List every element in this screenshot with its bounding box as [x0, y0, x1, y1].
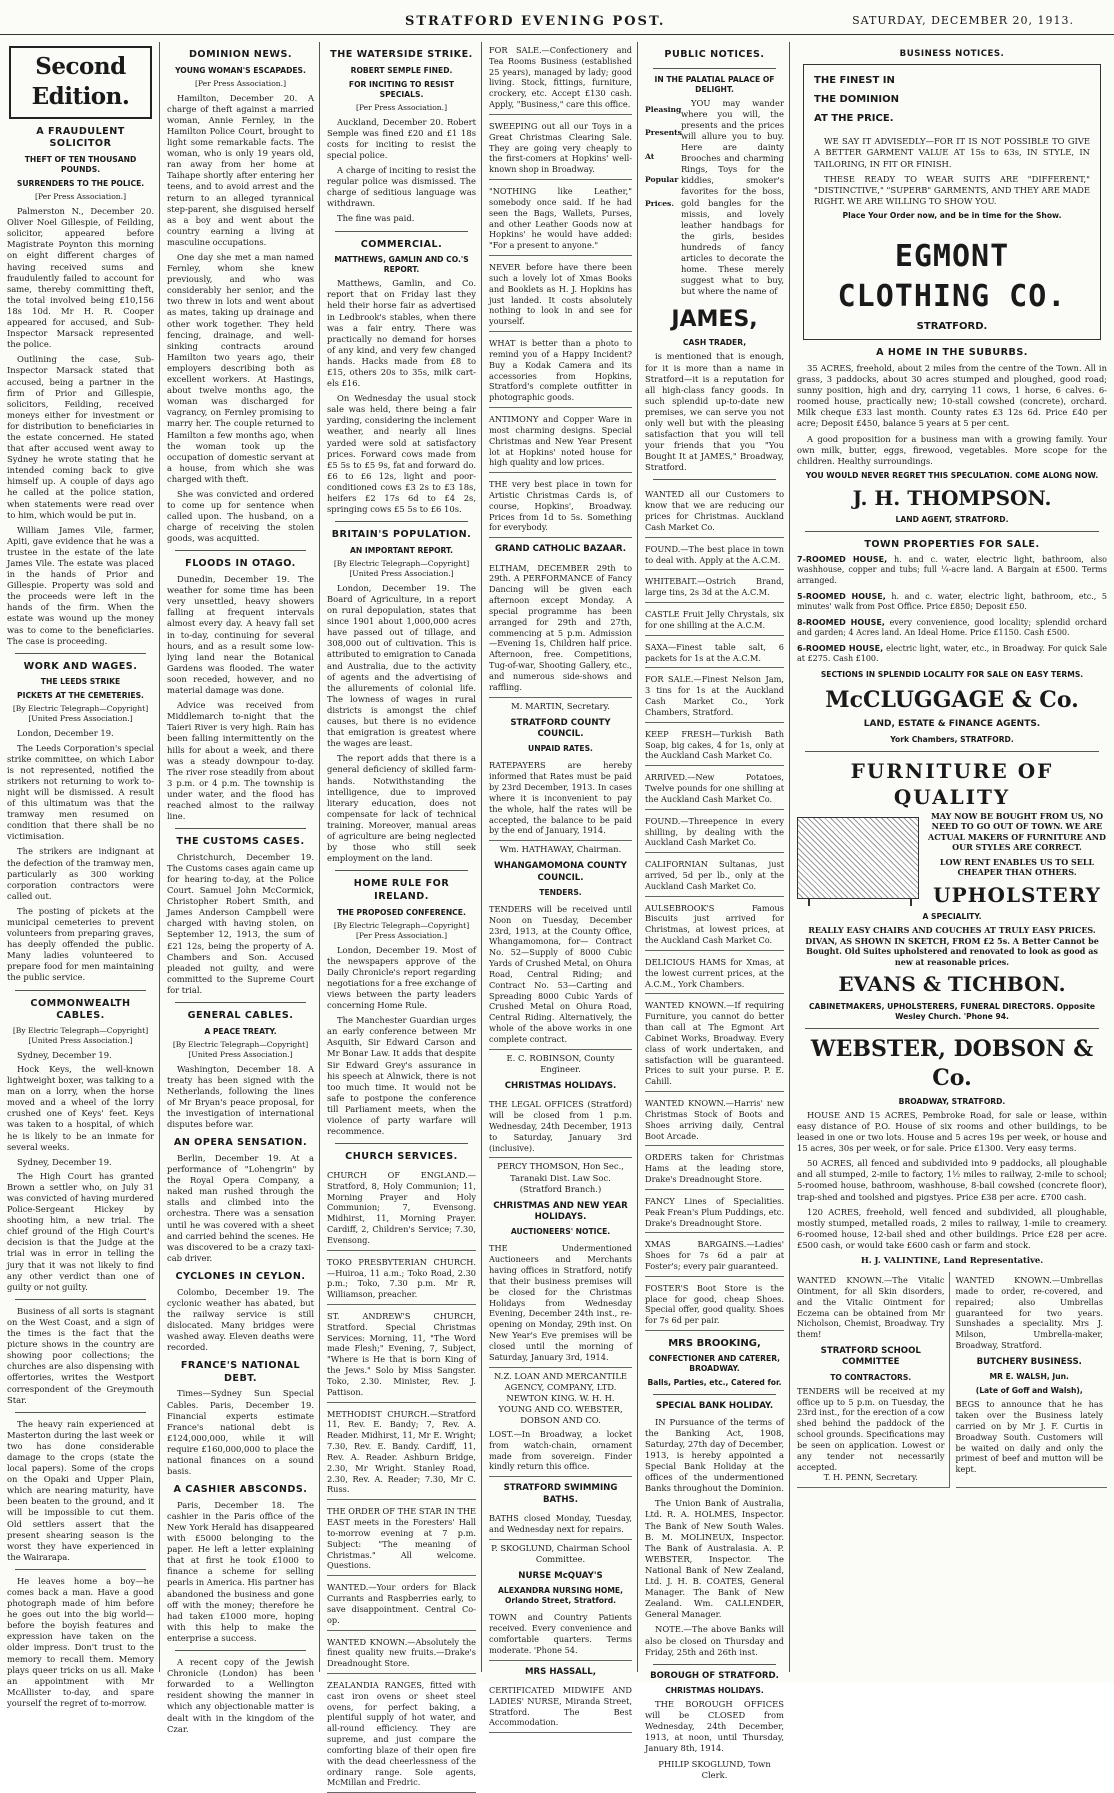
furniture-copy	[927, 811, 1107, 909]
article-paragraph: The report adds that there is a general deficiency of skilled farm-hands. Notwithstanding the intelligence, due to improved literary education, does not compensate for lack of technical training. Moreover, manual areas of agriculture are being neglected by those who still seek employment on the land.	[327, 753, 476, 864]
divider	[175, 828, 306, 829]
ad-copy: YOU may wander where you will, the presents and the prices will allure you to buy. Here are dainty Brooches and charming Rings, Toys for the kiddies, smoker's favorites for the boss, gold bangles for the missis, and lovely leather handbags for the girls, besides hundreds of fancy articles to decorate the home. These merely suggest what to buy, but where the name of	[681, 97, 784, 297]
ad-copy: BEGS to announce that he has taken over the Business lately carried on by Mr J. F. Curtis in Broadway South. Customers will be waited on daily and only the primest of beef and mutton will be kept.	[955, 1399, 1103, 1475]
headline: DOMINION NEWS.	[188, 49, 293, 60]
divider	[335, 1143, 468, 1144]
subheadline: THE LEEDS STRIKE	[40, 677, 121, 687]
divider	[805, 531, 1099, 532]
classified-ad: THE very best place in town for Artistic Christmas Cards is, of course, Hopkins', Broadway. Prices from 1d to 5s. Something for everybody.	[489, 476, 632, 538]
ad-copy: THESE READY TO WEAR SUITS ARE "DIFFERENT," "DISTINCTIVE," "SUPERB" GARMENTS, AND THEY ARE MADE RIGHT. WE ARE WILLING TO SHOW YOU.	[814, 173, 1090, 206]
signature: M. MARTIN, Secretary.	[511, 700, 610, 711]
listing-paragraph: 50 ACRES, all fenced and subdivided into 9 paddocks, all ploughable and all stumped, 2-mile to factory, 1½ miles to railway, 2-mile to school; 5-roomed house, bathroom, washhouse, 8-bail cowshed (concrete floor), trap-shed and toolshed and pigstyes. Price £38 per acre. £700 cash.	[797, 1158, 1107, 1202]
article-paragraph: Palmerston N., December 20. Oliver Noel Gillespie, of Feilding, solicitor, appeared before Magistrate Poynton this morning on eight different charges of having received sums and fraudulently failed to account for same, thereby committing theft, the total involved being £10,156 18s 10d. Mr H. R. Cooper appeared for accused, and Sub-Inspector Marsack represented the police.	[7, 206, 154, 350]
article-paragraph: The posting of pickets at the municipal cemeteries to prevent volunteers from preparing graves, has deeply offended the public. Many ladies volunteered to prepare food for men maintaining the public service.	[7, 905, 154, 983]
headline: COMMONWEALTH CABLES.	[30, 997, 131, 1022]
notice-heading: WHANGAMOMONA COUNTY COUNCIL.	[494, 861, 627, 883]
headline: A HOME IN THE SUBURBS.	[876, 347, 1028, 359]
divider	[653, 68, 776, 69]
notice-paragraph: NOTE.—The above Banks will also be closed on Thursday and Friday, 25th and 26th inst.	[645, 1624, 784, 1657]
article-paragraph: Matthews, Gamlin, and Co. report that on Friday last they held their horse fair as advertised in Ledbrook's stables, when there was a fair entry. There was practically no demand for horses of any kind, and very few changed hands. Hacks made from £8 to £15, others 20s to 35s, milk cart-els £16.	[327, 278, 476, 389]
article-paragraph: The strikers are indignant at the defection of the tramway men, particularly as 300 working corporation contractors were called out.	[7, 846, 154, 901]
headline: CYCLONES IN CEYLON.	[175, 1270, 306, 1282]
listing-lead: 8-ROOMED HOUSE,	[797, 617, 885, 627]
column-2	[162, 42, 320, 1734]
headline: A FRAUDULENT SOLICITOR	[36, 125, 125, 150]
ad-lead-lines	[814, 71, 1090, 128]
article-paragraph: Hamilton, December 20. A charge of theft against a married woman, Annie Fernley, in the Hamilton Police Court, brought to light some remarkable facts. The woman, who is only 19 years old, ran away from her home at Taihape shortly after entering her teens, and to avoid arrest and the return to an alleged tyrannical step-parent, she disguised herself as a boy and went about the country earning a living at masculine occupations.	[167, 92, 314, 247]
webster-dobson-name: WEBSTER, DOBSON & Co.	[810, 1035, 1094, 1091]
article-paragraph: Advice was received from Middlemarch to-night that the Taieri River is very high. Rain has been falling intermittently on the hills for about a week, and there was a steady downpour to-day. The river rose steadily from about 3 p.m. or 4 p.m. The township is under water, and the flood has reached almost to the railway line.	[167, 700, 314, 822]
subheadline: ALEXANDRA NURSING HOME, Orlando Street, Stratford.	[498, 1586, 623, 1606]
notice-heading: STRATFORD SCHOOL COMMITTEE	[820, 1346, 921, 1368]
ad-copy: LOW RENT ENABLES US TO SELL CHEAPER THAN OTHERS.	[939, 856, 1095, 878]
ad-call-to-action: Place Your Order now, and be in time for the Show.	[842, 210, 1062, 220]
classified-ad: FOR SALE.—Finest Nelson Jam, 3 tins for 1s at the Auckland Cash Market Co., York Chambers, Stratford.	[645, 671, 784, 722]
ad-copy: is mentioned that is enough, for it is more than a name in Stratford—it is a reputation for all high-class fancy goods. In such splendid up-to-date new premises, we can serve you not only well but with the pleasing satisfaction that you will tell your friends that you "You Bought It at JAMES," Broadway, Stratford.	[645, 351, 784, 473]
signature: P. SKOGLUND, Chairman School Committee.	[491, 1542, 630, 1564]
brand-town: STRATFORD.	[916, 321, 988, 333]
subheadline: SURRENDERS TO THE POLICE.	[16, 179, 145, 189]
column-5	[640, 42, 790, 1780]
subheadline: IN THE PALATIAL PALACE OF DELIGHT.	[654, 74, 775, 94]
listing-paragraph: 120 ACRES, freehold, well fenced and subdivided, all ploughable, mostly stumped, metalled roads, 2 miles to railway, 1-mile to creamery. 6-roomed house, 12-bail shed and other buildings. Price £28 per acre. £500 cash, or would take £600 cash or farm and stock.	[797, 1206, 1107, 1250]
classified-ad: "NOTHING like Leather," somebody once said. If he had seen the Bags, Wallets, Purses, and other Leather Goods now at Hopkins' he would have added: "For a present to anyone."	[489, 183, 632, 256]
divan-sketch-icon	[797, 817, 919, 899]
notice-paragraph: THE BOROUGH OFFICES will be CLOSED from Wednesday, 24th December, 1913, at noon, until Thursday, January 8th, 1914.	[645, 1699, 784, 1754]
listing-text: electric light, water, etc., in Broadway. For quick Sale at £275. Cash £100.	[797, 643, 1108, 664]
classified-ad: NEVER before have there been such a lovely lot of Xmas Books and Booklets as H. J. Hopkins has just landed. It costs absolutely nothing to look in and see for yourself.	[489, 259, 632, 332]
headline: FRANCE'S NATIONAL DEBT.	[180, 1360, 301, 1384]
property-listing	[797, 618, 1107, 639]
james-ad	[645, 98, 784, 302]
classified-ad: CALIFORNIAN Sultanas, just arrived, 5d per lb., only at the Auckland Cash Market Co.	[645, 856, 784, 896]
article-paragraph: A recent copy of the Jewish Chronicle (London) has been forwarded to a Wellington resident showing the manner in which any objectionable matter is dealt with in the kingdom of the Czar.	[167, 1657, 314, 1734]
subheadline: YOUNG WOMAN'S ESCAPADES.	[175, 65, 306, 75]
classified-ad: WHITEBAIT.—Ostrich Brand, large tins, 2s 3d at the A.C.M.	[645, 573, 784, 603]
subheadline: TENDERS.	[539, 887, 582, 897]
notice-paragraph: The Union Bank of Australia, Ltd. R. A. HOLMES, Inspector. The Bank of New South Wales. B. M. MOLINEUX, Inspector. The Bank of Australasia. A. P. WEBSTER, Inspector. The National Bank of New Zealand, Ltd. J. H. B. COATES, General Manager. The Bank of New Zealand. Wm. CALLENDER, General Manager.	[645, 1498, 784, 1620]
notice-heading: CHRISTMAS HOLIDAYS.	[504, 1080, 617, 1091]
divider	[175, 550, 306, 551]
article-paragraph: Business of all sorts is stagnant on the West Coast, and a sign of the times is the fact that the picture shows in the country are showing poor collections; the churches are also dispensing with offertories, writes the Westport correspondent of the Greymouth Star.	[7, 1305, 154, 1405]
divider	[15, 1299, 146, 1300]
classified-ad: ANTIMONY and Copper Ware in most charming designs. Special Christmas and New Year Present lot at Hopkins' noted house for high quality and low prices.	[489, 411, 632, 473]
classified-ad: WANTED KNOWN.—Absolutely the finest quality new fruits.—Drake's Dreadnought Store.	[327, 1634, 476, 1674]
listing-paragraph: HOUSE AND 15 ACRES, Pembroke Road, for sale or lease, within easy distance of P.O. House of six rooms and other buildings, to be leased in one or two lots. House and 5 acres 19s per week, or house and 15 acres, 30s per week, or for sale. Price £1300. Very easy terms.	[797, 1109, 1107, 1154]
headline: A CASHIER ABSCONDS.	[173, 1484, 308, 1496]
article-paragraph: Outlining the case, Sub-Inspector Marsack stated that accused, being a partner in the firm of Prior and Gillespie, solicitors, Feilding, received moneys either for investment or for distribution to beneficiaries in the estate concerned. He stated that after accused went away to Sydney he wrote stating that he intended coming back to give himself up. A couple of days ago he called at the police station, when statements were read over to him, which would be put in.	[7, 354, 154, 520]
issue-date: SATURDAY, DECEMBER 20, 1913.	[852, 14, 1074, 27]
notice-heading: GRAND CATHOLIC BAZAAR.	[494, 544, 627, 555]
subheadline: FOR INCITING TO RESIST SPECIALS.	[348, 79, 455, 99]
masthead	[0, 14, 1114, 35]
article-paragraph: Paris, December 18. The cashier in the Paris office of the New York Herald has disappeared with £5000 belonging to the paper. He left a letter explaining that at first he took £1000 to finance a scheme for selling pearls in America. His partner has abandoned the business and gone off with the money; therefore he had taken £1000 more, hoping with this help to make the enterprise a success.	[167, 1499, 314, 1643]
notice-heading: STRATFORD COUNTY COUNCIL.	[510, 717, 611, 740]
ad-copy: WE SAY IT ADVISEDLY—FOR IT IS NOT POSSIBLE TO GIVE A BETTER GARMENT VALUE AT 15s to 63s, IN STYLE, IN TAILORING, IN FIT OR FINISH.	[814, 136, 1090, 169]
notice-heading: BOROUGH OF STRATFORD.	[650, 1670, 779, 1681]
divider	[15, 1412, 146, 1413]
property-listing	[797, 592, 1107, 613]
classified-ad: SAXA—Finest table salt, 6 packets for 1s at the A.C.M.	[645, 639, 784, 669]
article-paragraph: The High Court has granted Brown a settler who, on July 31 was convicted of having murdered Police-Sergeant Hickey by shooting him, a new trial. The chief ground of the High Court's decision is that the Judge at the trial was in error in telling the jury that it was not likely to find any other verdict than one of guilty or not guilty.	[7, 1170, 154, 1292]
subheadline: AUCTIONEERS' NOTICE.	[510, 1227, 611, 1237]
firm-name: McCLUGGAGE & Co.	[825, 686, 1079, 713]
article-paragraph: Times—Sydney Sun Special Cables. Paris, December 19. Financial experts estimate France's national debt is £124,000,000, while it will require £160,000,000 to place the national finances on a sound basis.	[167, 1388, 314, 1477]
article-paragraph: Washington, December 18. A treaty has been signed with the Netherlands, following the lines of Mr Bryan's peace proposal, for the investigation of international disputes before war.	[167, 1063, 314, 1130]
divider	[335, 870, 468, 871]
classified-ad: KEEP FRESH—Turkish Bath Soap, big cakes, 4 for 1s, only at the Auckland Cash Market Co.	[645, 726, 784, 766]
classified-ad: FOUND.—Threepence in every shilling, by dealing with the Auckland Cash Market Co.	[645, 813, 784, 853]
church-notice: TOKO PRESBYTERIAN CHURCH.—Huiroa, 11 a.m.; Toko Road, 2.30 p.m.; Toko, 7.30 p.m. Mr R. Williamson, preacher.	[327, 1254, 476, 1305]
edition-banner: Second Edition.	[9, 46, 152, 119]
firm-address: York Chambers, STRATFORD.	[890, 734, 1014, 744]
listing-lead: 6-ROOMED HOUSE,	[797, 643, 884, 653]
agent-name: J. H. THOMPSON.	[852, 485, 1052, 510]
signature: T. H. PENN, Secretary.	[823, 1472, 918, 1483]
headline: HOME RULE FOR IRELAND.	[353, 878, 450, 902]
subheadline: PICKETS AT THE CEMETERIES.	[17, 691, 144, 701]
notice-heading: CHRISTMAS AND NEW YEAR HOLIDAYS.	[493, 1200, 628, 1223]
classified-ad: SWEEPING out all our Toys in a Great Christmas Clearing Sale. They are going very cheaply to the first-comers at Hopkins' well-known shop in Broadway.	[489, 118, 632, 180]
subheadline: MR E. WALSH, Jun.	[989, 1372, 1069, 1382]
divider	[335, 521, 468, 522]
classified-ad: XMAS BARGAINS.—Ladies' Shoes for 7s 6d a pair at Foster's; every pair guaranteed.	[645, 1236, 784, 1276]
article-paragraph: Berlin, December 19. At a performance of "Lohengrin" by the Royal Opera Company, a naked man rushed through the stalls and climbed into the orchestra. There was a sensation until he was covered with a sheet and carried behind the scenes. He was discovered to be a crazy taxi-cab driver.	[167, 1152, 314, 1263]
notice-heading: MRS HASSALL,	[524, 1666, 597, 1677]
article-paragraph: He leaves home a boy—he comes back a man. Have a good photograph made of him before he goes out into the big world—before the boyish features and expression have taken on the older impress. Don't trust to the memory to recall them. Memory plays queer tricks on us all. Make an appointment with Mr McAllister to-day, and spare yourself the regret of to-morrow.	[7, 1575, 154, 1708]
classified-ad: ELTHAM, DECEMBER 29th to 29th. A PERFORMANCE of Fancy Dancing will be given each afternoon except Monday. A special programme has been arranged for 29th and 27th, commencing at 5 p.m. Admission—Evening 1s, Children half price. Afternoon, free. Competitions, Tug-of-war, Shooting Gallery, etc., and numerous side-shows and raffling.	[489, 560, 632, 698]
headline: BUSINESS NOTICES.	[899, 49, 1005, 59]
article-paragraph: Dunedin, December 19. The weather for some time has been very unsettled, heavy showers falling at frequent intervals almost every day. A heavy fall set in to-day, continuing for several hours, and as a result some low-lying land near the Botanical Gardens was flooded. The water soon receded, however, and no material damage was done.	[167, 574, 314, 696]
firm-title: LAND, ESTATE & FINANCE AGENTS.	[863, 718, 1041, 729]
press-credit: [By Electric Telegraph—Copyright] [United Press Association.]	[333, 558, 470, 578]
press-credit: [Per Press Association.]	[194, 78, 287, 88]
subheadline: (Late of Goff and Walsh),	[975, 1386, 1083, 1396]
subheadline: THE PROPOSED CONFERENCE.	[337, 907, 466, 917]
classified-ad: WHAT is better than a photo to remind you of a Happy Incident? Buy a Kodak Camera and its accessories from Hopkins, Stratford's complete outfitter in photographic goods.	[489, 335, 632, 408]
column-1	[2, 42, 160, 1708]
subheadline: CONFECTIONER AND CATERER, BROADWAY.	[648, 1354, 781, 1374]
ad-line: THE DOMINION	[814, 94, 899, 106]
subheadline: THEFT OF TEN THOUSAND POUNDS.	[24, 155, 137, 175]
press-credit: [By Electric Telegraph—Copyright] [Per Press Association.]	[333, 920, 470, 940]
signature: Wm. HATHAWAY, Chairman.	[499, 844, 622, 855]
listing-lead: 7-ROOMED HOUSE,	[797, 554, 888, 564]
divider	[653, 1394, 776, 1395]
classified-ad: RATEPAYERS are hereby informed that Rates must be paid by 23rd December, 1913. In cases where it is inconvenient to pay the whole, half the rates will be accepted, the balance to be paid by the end of January, 1914.	[489, 757, 632, 841]
headline: CHURCH SERVICES.	[345, 1151, 458, 1163]
classified-ad: CERTIFICATED MIDWIFE AND LADIES' NURSE, Miranda Street, Stratford. The Best Accommodation.	[489, 1682, 632, 1733]
property-listing	[797, 644, 1107, 665]
notice-heading: MRS BROOKING,	[668, 1338, 761, 1350]
column-4	[484, 42, 638, 1728]
subheadline: A SPECIALITY.	[922, 912, 982, 922]
article-paragraph: London, December 19. The Board of Agriculture, in a report on rural depopulation, states that since 1901 about 1,000,000 acres have passed out of tillage, and 308,000 out of cultivation. This is attributed to emigration to Canada and Australia, due to the activity of agents and the advertising of the allurements of colonial life. The lowness of wages in rural districts is amongst the chief causes, but there is no evidence that emigration is greatest where the wages are least.	[327, 582, 476, 749]
james-name: JAMES,	[671, 307, 758, 333]
furniture-ad	[797, 811, 1107, 909]
notice-heading: SPECIAL BANK HOLIDAY.	[655, 1401, 774, 1412]
ad-copy: MAY NOW BE BOUGHT FROM US, NO NEED TO GO OUT OF TOWN. WE ARE ACTUAL MAKERS OF FURNITURE AND OUR STYLES ARE CORRECT.	[928, 810, 1106, 853]
brand-logo: EGMONT CLOTHING CO.	[837, 238, 1067, 314]
classified-ad: BATHS closed Monday, Tuesday, and Wednesday next for repairs.	[489, 1510, 632, 1540]
classified-ad: WANTED.—Your orders for Black Currants and Raspberries early, to save disappointment. Central Co-op.	[327, 1579, 476, 1630]
listing-lead: 5-ROOMED HOUSE,	[797, 591, 886, 601]
divider	[653, 1664, 776, 1665]
classified-ad: FOSTER'S Boot Store is the place for good, cheap Shoes. Special offer, good quality. Shoes for 7s 6d per pair.	[645, 1280, 784, 1331]
bottom-ads	[797, 1272, 1107, 1491]
church-notice: METHODIST CHURCH.—Stratford 11, Rev. E. Bandy; 7, Rev. A. Reader. Midhirst, 11, Mr E. Wright; 7.30, Rev. E. Bandy. Cardiff, 11, Rev. A. Reader. Ashburn Bridge, 2.30, Mr Wright. Stanley Road, 2.30, Rev. A. Reader; 7.30, Mr C. Russ.	[327, 1406, 476, 1501]
ad-line: AT THE PRICE.	[814, 113, 894, 125]
subheadline: CASH TRADER,	[682, 338, 747, 348]
subheadline: Balls, Parties, etc., Catered for.	[647, 1378, 782, 1388]
headline: WORK AND WAGES.	[23, 660, 138, 672]
classified-ad	[797, 1272, 950, 1488]
headline: THE CUSTOMS CASES.	[176, 836, 305, 848]
classified-ad: WANTED KNOWN.—Harris' new Christmas Stock of Boots and Shoes arriving daily, Central Boot Arcade.	[645, 1095, 784, 1146]
divider	[335, 231, 468, 232]
classified-ad: FOUND.—The best place in town to deal with. Apply at the A.C.M.	[645, 541, 784, 571]
signature: N.Z. LOAN AND MERCANTILE AGENCY, COMPANY, LTD. NEWTON KING. W. H. H. YOUNG AND CO. WEBSTER, DOBSON AND CO.	[493, 1370, 628, 1425]
headline: GENERAL CABLES.	[187, 1010, 294, 1022]
listing-paragraph: 35 ACRES, freehold, about 2 miles from the centre of the Town. All in grass, 3 paddocks, about 30 acres stumped and ploughed, good road; sunny position, high and dry, carrying 11 cows, 1 horse, 6 calves. 6-roomed house, practically new; 10-stall cowshed (concrete), orchard. Milk cheque £33 last month. County rates £3 12s 6d. Price £40 per acre; Deposit £450, balance 5 years at 5 per cent.	[797, 362, 1107, 429]
subheadline: AN IMPORTANT REPORT.	[350, 545, 453, 555]
side-label: At	[645, 151, 655, 161]
classified-ad: TENDERS will be received until Noon on Tuesday, December 23rd, 1913, at the County Office, Whangamomona, for— Contract No. 52—Supply of 8000 Cubic Yards of Crushed Metal, on Ohura Road, Central Riding; and Contract No. 53—Carting and Spreading 8000 Cubic Yards of Crushed Metal on Ohura Road, Central Riding. Alternatively, the whole of the above works in one complete contract.	[489, 901, 632, 1050]
listing-paragraph: A good proposition for a business man with a growing family. Your own milk, butter, eggs, firewood, vegetables. More scope for the children. Healthy surroundings.	[797, 433, 1107, 466]
article-paragraph: The heavy rain experienced at Masterton during the last week or two has done considerable damage to the crops (state the local papers). Some of the crops on the Opaki and Upper Plain, which are nearing maturity, have been beaten to the ground, and it will be impossible to cut them. Old settlers assert that the present shearing season is the worst they have experienced in the Wairarapa.	[7, 1418, 154, 1562]
dateline: London, December 19.	[17, 728, 114, 739]
classified-ad: LOST.—In Broadway, a locket from watch-chain, ornament made from sovereign. Finder kindly return this office.	[489, 1426, 632, 1477]
press-credit: [Per Press Association.]	[355, 102, 448, 112]
article-paragraph: Auckland, December 20. Robert Semple was fined £20 and £1 18s costs for inciting to resist the special police.	[327, 116, 476, 160]
ad-copy: WANTED KNOWN.—Umbrellas made to order, re-covered, and repaired; also Umbrellas guaranteed for two years. Sunshades a speciality. Mrs J. Milson, Umbrella-maker, Broadway, Stratford.	[955, 1275, 1103, 1351]
classified-ad: THE ORDER OF THE STAR IN THE EAST meets in the Foresters' Hall to-morrow evening at 7 p.m. Subject: "The meaning of Christmas." All welcome. Questions.	[327, 1503, 476, 1576]
divider	[15, 653, 146, 654]
dateline: Sydney, December 19.	[17, 1156, 112, 1167]
firm-address: BROADWAY, STRATFORD.	[898, 1096, 1006, 1106]
ad-copy: WANTED KNOWN.—The Vitalic Ointment, for all Skin disorders, and the Vitalic Ointment for Eczema can be obtained from Mr Nicholson, Chemist, Broadway. Try them!	[797, 1275, 945, 1340]
divider	[653, 479, 776, 480]
listing-text: every convenience, good locality; splendid orchard and garden; 4 Acres land. An Ideal Home. Price £1150. Cash £500.	[797, 617, 1107, 638]
article-paragraph: Hock Keys, the well-known lightweight boxer, was talking to a man on a lorry, when the horse moved and a wheel of the lorry crushed one of Keys' feet. Keys was taken to a hospital, of which he is likely to be an inmate for several weeks.	[7, 1063, 154, 1152]
side-label: Presents	[645, 128, 682, 138]
article-paragraph: One day she met a man named Fernley, whom she knew previously, and who was considerably her senior, and the two threw in lots and went about as mates, taking up drainage and other work together. They held fencing, drainage, and well-sinking contracts around Hamilton two years ago, their employers describing both as excellent workers. At Hastings, about twelve months ago, the woman was discharged for vagrancy, on Fernley promising to marry her. The couple returned to Hamilton a few months ago, when the woman took up the occupation of domestic servant at a house, from which she was charged with theft.	[167, 252, 314, 484]
classified-ad: WANTED KNOWN.—If requiring Furniture, you cannot do better than call at The Egmont Art Cabinet Works, Broadway. Every class of work undertaken, and satisfaction will be guaranteed. Prices to suit your purse. P. E. Cahill.	[645, 997, 784, 1092]
classified-ad: THE LEGAL OFFICES (Stratford) will be closed from 1 p.m. Wednesday, 24th December, 1913 to Saturday, January 3rd (inclusive).	[489, 1096, 632, 1158]
article-paragraph: The fine was paid.	[337, 213, 415, 224]
headline: COMMERCIAL.	[360, 238, 443, 250]
divider	[805, 1028, 1099, 1029]
notice-paragraph: IN Pursuance of the terms of the Banking Act, 1908, Saturday, 27th day of December, 1913, is hereby appointed a Special Bank Holiday at the offices of the undermentioned Banks throughout the Dominion.	[645, 1416, 784, 1494]
headline: FLOODS IN OTAGO.	[185, 558, 296, 570]
article-paragraph: William James Vile, farmer, Apiti, gave evidence that he was a trustee in the estate of the late James Vile. The estate was placed in the hands of Prior and Gillespie. Property was sold and the proceeds were left in the hands of the firm. When the estate was wound up the money was to come to the beneficiaries. The case is proceeding.	[7, 524, 154, 646]
subheadline: UNPAID RATES.	[528, 744, 593, 754]
classified-ad: ORDERS taken for Christmas Hams at the leading store, Drake's Dreadnought Store.	[645, 1149, 784, 1189]
headline: THE WATERSIDE STRIKE.	[330, 49, 473, 60]
firm-title: CABINETMAKERS, UPHOLSTERERS, FUNERAL DIRECTORS. Opposite Wesley Church. 'Phone 94.	[808, 1001, 1095, 1021]
listing-text: h. and c. water, electric light, bathroom, etc., 5 minutes' walk from Post Office. Price £850; Deposit £50.	[797, 591, 1107, 612]
article-paragraph: She was convicted and ordered to come up for sentence when called upon. The husband, on a charge of receiving the stolen goods, was acquitted.	[167, 488, 314, 544]
press-credit: [By Electric Telegraph—Copyright] [United Press Association.]	[12, 704, 149, 724]
press-credit: [By Electric Telegraph—Copyright] [United Press Association.]	[12, 1025, 149, 1045]
headline: BRITAIN'S POPULATION.	[331, 529, 472, 541]
classified-ad	[956, 1272, 1108, 1488]
article-paragraph: A charge of inciting to resist the regular police was dismissed. The charge of seditious language was withdrawn.	[327, 165, 476, 209]
property-listing	[797, 555, 1107, 587]
classified-ad: WANTED all our Customers to know that we are reducing our prices for Christmas. Auckland Cash Market Co.	[645, 486, 784, 537]
listing-text: h. and c. water, electric light, bathroom, also washhouse, copper and tubs; full ¼-acre land. A Bargain at £500. Terms arranged.	[797, 554, 1107, 585]
subheadline: ROBERT SEMPLE FINED.	[350, 65, 453, 75]
signature: PERCY THOMSON, Hon Sec., Taranaki Dist. Law Soc. (Stratford Branch.)	[497, 1161, 624, 1194]
article-paragraph: Colombo, December 19. The cyclonic weather has abated, but the railway service is still dislocated. Many bridges were washed away. Eleven deaths were recorded.	[167, 1286, 314, 1353]
classified-ad: ZEALANDIA RANGES, fitted with cast iron ovens or sheet steel ovens, for perfect baking, a plentiful supply of hot water, and all-round efficiency. They are supreme, and just compare the comforting blaze of their open fire with the dead cheerlessness of the ordinary range. Sole agents, McMillan and Fredric.	[327, 1677, 476, 1793]
divider	[175, 1650, 306, 1651]
ad-side-labels	[645, 98, 682, 302]
ad-line: THE FINEST IN	[814, 75, 895, 87]
article-paragraph: London, December 19. Most of the newspapers approve of the Daily Chronicle's report regarding negotiations for a free exchange of views between the party leaders concerning Home Rule.	[327, 944, 476, 1011]
divider	[15, 990, 146, 991]
signature: PHILIP SKOGLUND, Town Clerk.	[658, 1758, 771, 1780]
column-6	[792, 42, 1112, 1672]
side-label: Pleasing	[645, 104, 682, 114]
side-label: Popular	[645, 175, 679, 185]
classified-ad: DELICIOUS HAMS for Xmas, at the lowest current prices, at the A.C.M., York Chambers.	[645, 954, 784, 994]
dateline: Sydney, December 19.	[17, 1049, 112, 1060]
classified-ad: ARRIVED.—New Potatoes, Twelve pounds for one shilling at the Auckland Cash Market Co.	[645, 769, 784, 809]
evans-tichbon-name: EVANS & TICHBON.	[838, 972, 1066, 997]
signature: E. C. ROBINSON, County Engineer.	[506, 1052, 615, 1074]
subheadline: A PEACE TREATY.	[204, 1026, 277, 1036]
column-3	[322, 42, 482, 1788]
egmont-clothing-ad	[803, 64, 1101, 340]
church-notice: ST. ANDREW'S CHURCH, Stratford. Special Christmas Services: Morning, 11, "The Word made Flesh;" Evening, 7, Subject, "Where is He that is born King of the Jews." Solo by Miss Sangster. Toko, 2.30. Minister, Rev. J. Pattison.	[327, 1308, 476, 1403]
classified-ad: AULSEBROOK'S Famous Biscuits just arrived for Christmas, at lowest prices, at the Auckland Cash Market Co.	[645, 900, 784, 951]
classified-ad: TOWN and Country Patients received. Every convenience and comfortable quarters. Terms moderate. 'Phone 54.	[489, 1609, 632, 1660]
press-credit: [Per Press Association.]	[34, 192, 127, 202]
headline: AN OPERA SENSATION.	[173, 1137, 308, 1149]
article-paragraph: Christchurch, December 19. The Customs cases again came up for hearing to-day, at the Police Court. Samuel John McCormick, Christopher Robert Smith, and James Anderson Campbell were charged with having stolen, on September 12, 1913, the sum of £21 12s, being the property of A. Chambers and Son. Accused pleaded not guilty, and were committed to the Supreme Court for trial.	[167, 851, 314, 995]
subheadline: MATTHEWS, GAMLIN AND CO.'S REPORT.	[334, 255, 469, 275]
subheadline: CHRISTMAS HOLIDAYS.	[665, 1686, 764, 1696]
notice-heading: NURSE McQUAY'S	[518, 1570, 603, 1581]
classified-ad: FOR SALE.—Confectionery and Tea Rooms Business (established 25 years), managed by lady; good living. Stock, fittings, furniture, crockery, etc. Accept £130 cash. Apply, "Business," care this office.	[489, 42, 632, 115]
press-credit: [By Electric Telegraph—Copyright] [United Press Association.]	[172, 1039, 309, 1059]
church-notice: CHURCH OF ENGLAND.—Stratford, 8, Holy Communion; 11, Morning Prayer and Holy Communion; 7, Evensong. Midhirst, 11, Morning Prayer. Cardiff, 2, Children's Service; 7.30, Evensong.	[327, 1167, 476, 1251]
headline: TOWN PROPERTIES FOR SALE.	[864, 539, 1040, 551]
article-paragraph: On Wednesday the usual stock sale was held, there being a fair yarding, considering the inclement weather, and nearly all lines yarded were sold at satisfactory prices. Forward cows made from £5 5s to £5 9s, fat and forward do. £6 to £6 12s, light and poor-conditioned cows £3 2s to £3 18s, heifers £2 17s 6d to £4 2s, springing cows £5 5s to £6 10s.	[327, 393, 476, 515]
classified-ad: THE Undermentioned Auctioneers and Merchants having offices in Stratford, notify that their business premises will be closed for the Christmas Holidays from Wednesday Evening, December 24th inst., re-opening on Monday, 29th inst. On New Year's Eve premises will be closed until the morning of Saturday, January 3rd, 1914.	[489, 1240, 632, 1367]
notice-heading: STRATFORD SWIMMING BATHS.	[503, 1483, 618, 1505]
classified-ad: CASTLE Fruit Jelly Chrystals, six for one shilling at the A.C.M.	[645, 606, 784, 636]
ad-copy: REALLY EASY CHAIRS AND COUCHES AT TRULY EASY PRICES. DIVAN, AS SHOWN IN SKETCH, FROM £2 5s. A Better Cannot be Bought. Old Suites upholstered and renovated to look as good as new at reasonable prices.	[805, 925, 1099, 967]
headline: PUBLIC NOTICES.	[664, 49, 765, 60]
article-paragraph: The Leeds Corporation's special strike committee, on which Labor is not represented, notified the strikers not returning to work to-night will be dismissed. A result of this ultimatum was that the tramway men resumed on condition that there shall be no victimisation.	[7, 742, 154, 842]
agent-title: LAND AGENT, STRATFORD.	[895, 515, 1009, 525]
paper-title: STRATFORD EVENING POST.	[405, 14, 666, 29]
divider	[805, 751, 1099, 752]
divider	[175, 1002, 306, 1003]
ad-copy: TENDERS will be received at my office up to 5 p.m. on Tuesday, the 23rd inst., for the erection of a cow shed behind the paddock of the school grounds. Specifications may be seen on application. Lowest or any tender not necessarily accepted.	[797, 1385, 945, 1472]
subheadline: SECTIONS IN SPLENDID LOCALITY FOR SALE ON EASY TERMS.	[820, 669, 1084, 679]
subheadline: YOU WOULD NEVER REGRET THIS SPECULATION. COME ALONG NOW.	[805, 470, 1099, 480]
classified-ad: FANCY Lines of Specialities. Peak Frean's Plum Puddings, etc. Drake's Dreadnought Store.	[645, 1193, 784, 1233]
divider	[15, 1569, 146, 1570]
side-label: Prices.	[645, 198, 674, 208]
signature: H. J. VALINTINE, Land Representative.	[860, 1255, 1044, 1266]
notice-heading: BUTCHERY BUSINESS.	[976, 1356, 1082, 1367]
article-paragraph: The Manchester Guardian urges an early conference between Mr Asquith, Sir Edward Carson and Mr Bonar Law. It adds that despite Sir Edward Grey's assurance in his speech at Alnwick, there is not too much time. It would not be safe to postpone the conference till Parliament meets, when the violence of party warfare will recommence.	[327, 1015, 476, 1137]
upholstery-title: UPHOLSTERY	[933, 882, 1101, 907]
furniture-title: FURNITURE OF QUALITY	[850, 758, 1054, 810]
subheadline: TO CONTRACTORS.	[830, 1372, 912, 1382]
